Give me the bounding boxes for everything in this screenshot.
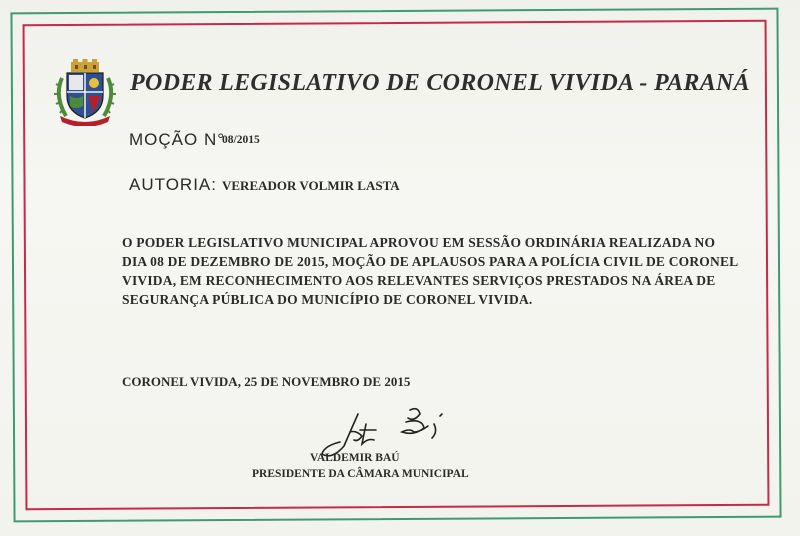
resolution-line: VIVIDA, EM RECONHECIMENTO AOS RELEVANTES SERVIÇOS PRESTADOS NA ÁREA DE (122, 273, 716, 288)
autoria-label: AUTORIA: (129, 175, 217, 194)
resolution-line: SEGURANÇA PÚBLICA DO MUNICÍPIO DE CORONEL VIVIDA. (122, 292, 533, 307)
resolution-line: DIA 08 DE DEZEMBRO DE 2015, MOÇÃO DE APLAUSOS PARA A POLÍCIA CIVIL DE CORONEL (122, 254, 739, 269)
signatory-role: PRESIDENTE DA CÂMARA MUNICIPAL (252, 468, 469, 480)
mocao-label: MOÇÃO N° (129, 130, 226, 149)
signatory-name: VALDEMIR BAÚ (310, 452, 400, 464)
coat-of-arms-icon (52, 56, 118, 126)
autoria-value: VEREADOR VOLMIR LASTA (222, 178, 400, 193)
mocao-number: 08/2015 (222, 134, 260, 146)
document-title: PODER LEGISLATIVO DE CORONEL VIVIDA - PARANÁ (130, 70, 750, 96)
resolution-text (122, 233, 739, 309)
place-and-date: CORONEL VIVIDA, 25 DE NOVEMBRO DE 2015 (122, 374, 411, 389)
resolution-line: O PODER LEGISLATIVO MUNICIPAL APROVOU EM SESSÃO ORDINÁRIA REALIZADA NO (122, 235, 716, 250)
